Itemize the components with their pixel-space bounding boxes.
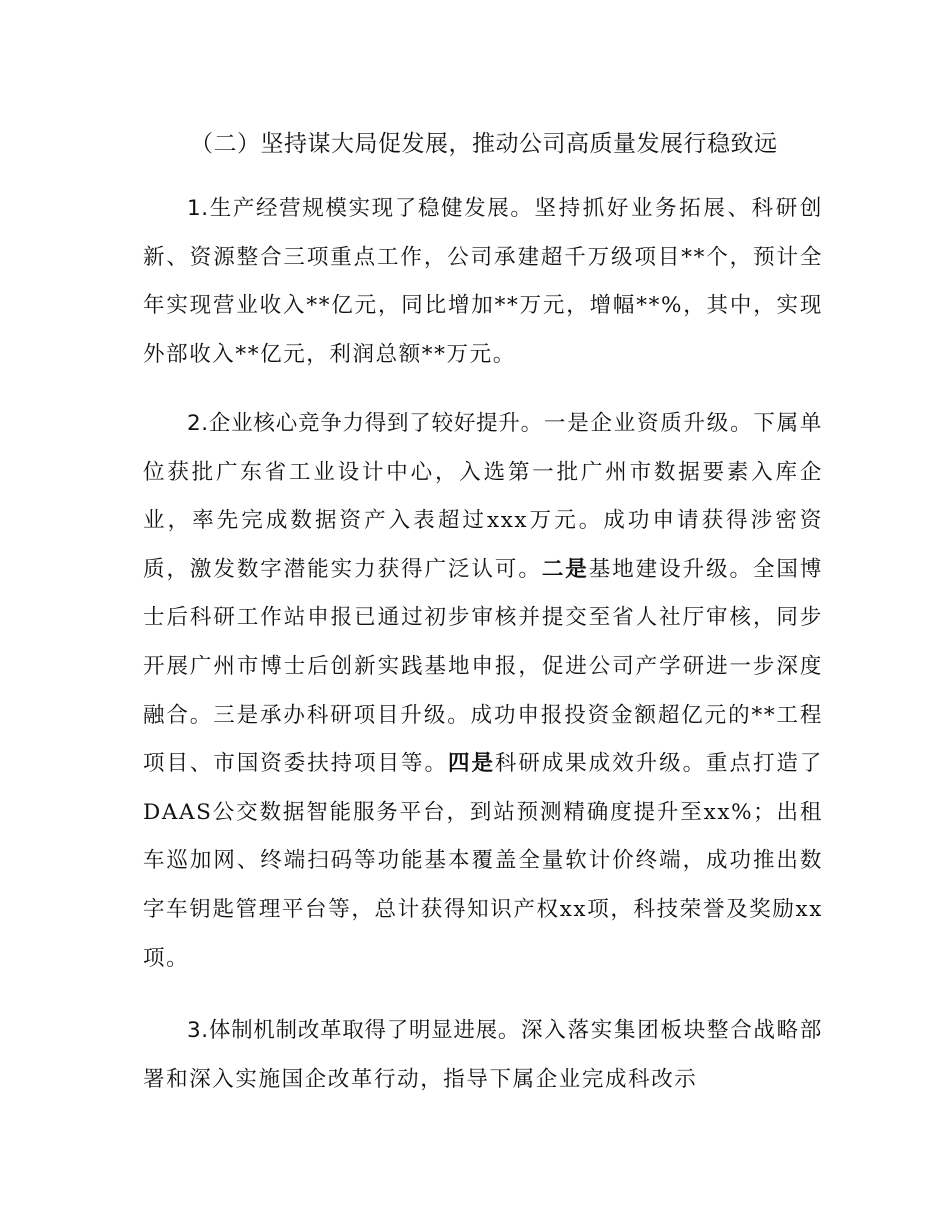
paragraph-3 xyxy=(143,1007,823,1104)
paragraph-2-marker-4: 四是 xyxy=(447,751,495,777)
paragraph-1-body: 。坚持抓好业务拓展、科研创新、资源整合三项重点工作，公司承建超千万级项目**个，预计全年实现营业收入**亿元，同比增加**万元，增幅**%，其中，实现外部收入**亿元，利润总额**万元。 xyxy=(143,196,824,367)
section-heading: （二）坚持谋大局促发展，推动公司高质量发展行稳致远 xyxy=(190,131,778,157)
paragraph-2-lead: 2.企业核心竞争力得到了较好提升 xyxy=(187,411,521,436)
paragraph-2-body-3: 科研成果成效升级。重点打造了DAAS公交数据智能服务平台，到站预测精确度提升至xx%；出租车巡加网、终端扫码等功能基本覆盖全量软计价终端，成功推出数字车钥匙管理平台等，总计获得知识产权xx项，科技荣誉及奖励xx项。 xyxy=(143,751,823,971)
paragraph-2-marker-2: 二是 xyxy=(541,556,589,582)
paragraph-1-lead: 1.生产经营规模实现了稳健发展 xyxy=(187,196,511,221)
paragraph-1 xyxy=(143,185,823,379)
paragraph-2 xyxy=(143,400,823,983)
paragraph-2-body-1: 。一是企业资质升级。下属单位获批广东省工业设计中心，入选第一批广州市数据要素入库企业，率先完成数据资产入表超过xxx万元。成功申请获得涉密资质，激发数字潜能实力获得广泛认可。 xyxy=(143,411,823,582)
paragraph-2-body-2: 基地建设升级。全国博士后科研工作站申报已通过初步审核并提交至省人社厅审核，同步开展广州市博士后创新实践基地申报，促进公司产学研进一步深度融合。三是承办科研项目升级。成功申报投资金额超亿元的**工程项目、市国资委扶持项目等。 xyxy=(143,556,823,777)
paragraph-3-body: 。深入落实集团板块整合战略部署和深入实施国企改革行动，指导下属企业完成科改示 xyxy=(143,1018,823,1092)
paragraph-3-lead: 3.体制机制改革取得了明显进展 xyxy=(187,1018,498,1043)
